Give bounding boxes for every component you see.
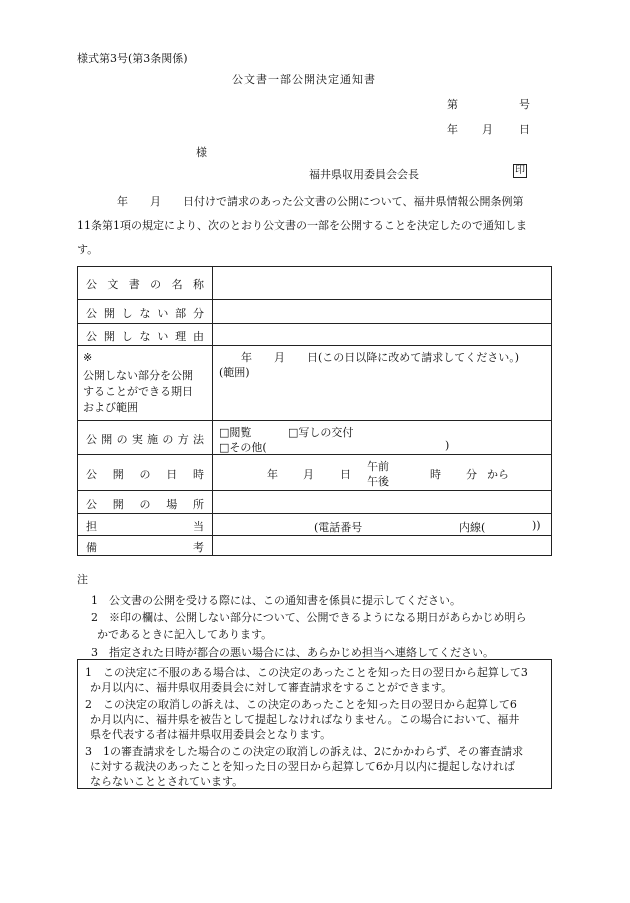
row-place: [78, 490, 551, 514]
row-datetime: [78, 454, 551, 491]
future-label-line-2: することができる期日: [83, 385, 193, 398]
note-3: 3 指定された日時が都合の悪い場合には、あらかじめ担当へ連絡してください。: [91, 646, 494, 659]
asterisk-mark: ※: [83, 351, 93, 364]
row-not-public-part: [78, 299, 551, 324]
row-contact: [78, 513, 551, 536]
body-line-3: す。: [77, 243, 99, 256]
contact-extension: 内線(: [459, 521, 486, 534]
seal-mark: 印: [515, 165, 525, 176]
label-document-name: 公 文 書 の 名 称: [86, 278, 204, 291]
contact-phone: (電話番号: [314, 521, 363, 534]
notes-heading: 注: [77, 573, 88, 586]
number-suffix: 号: [519, 98, 530, 111]
contact-close: )): [532, 519, 541, 532]
row-method: [78, 420, 551, 455]
box-line-8: ならないこととされています。: [90, 775, 244, 788]
document-title: 公文書一部公開決定通知書: [232, 73, 376, 86]
value-document-name: [213, 267, 551, 299]
label-place: 公 開 の 場 所: [86, 498, 204, 511]
datetime-from: から: [487, 468, 509, 481]
row-document-name: [78, 267, 551, 299]
future-label-line-3: および範囲: [83, 401, 138, 414]
value-not-public-reason: [213, 324, 551, 346]
datetime-am: 午前: [367, 460, 389, 473]
appeal-info-box: [77, 659, 552, 789]
method-checkbox-viewing[interactable]: □閲覧: [219, 426, 252, 439]
value-place: [213, 491, 551, 514]
date-year: 年: [447, 123, 458, 136]
date-day: 日: [519, 123, 530, 136]
row-not-public-reason: [78, 323, 551, 346]
box-line-7: に対する裁決のあったことを知った日の翌日から起算して6か月以内に提起しなければ: [90, 760, 515, 773]
label-datetime: 公 開 の 日 時: [86, 468, 204, 481]
future-label-line-1: 公開しない部分を公開: [83, 369, 193, 382]
method-checkbox-copy[interactable]: □写しの交付: [288, 426, 354, 439]
future-range-label: (範囲): [219, 366, 250, 379]
number-prefix: 第: [447, 98, 458, 111]
datetime-pm: 午後: [367, 475, 389, 488]
method-other-close: ): [445, 439, 450, 452]
label-contact: 担 当: [86, 520, 204, 533]
value-not-public-part: [213, 300, 551, 324]
box-line-1: 1 この決定に不服のある場合は、この決定のあったことを知った日の翌日から起算して3: [85, 666, 528, 679]
datetime-year: 年: [267, 468, 278, 481]
note-2-cont: かであるときに記入してあります。: [97, 628, 273, 641]
date-month: 月: [482, 123, 493, 136]
label-not-public-part: 公 開 し な い 部 分: [86, 307, 204, 320]
datetime-month: 月: [303, 468, 314, 481]
datetime-minute: 分: [466, 468, 477, 481]
future-date-line: 年 月 日(この日以降に改めて請求してください。): [241, 351, 520, 364]
addressee-suffix: 様: [196, 146, 207, 159]
box-line-6: 3 1の審査請求をした場合のこの決定の取消しの訴えは、2にかかわらず、その審査請求: [85, 745, 524, 758]
body-line-1: 年 月 日付けで請求のあった公文書の公開について、福井県情報公開条例第: [117, 195, 524, 208]
form-number: 様式第3号(第3条関係): [77, 52, 188, 65]
box-line-2: か月以内に、福井県収用委員会に対して審査請求をすることができます。: [90, 681, 453, 694]
method-checkbox-other[interactable]: □その他(: [219, 441, 267, 454]
note-1: 1 公文書の公開を受ける際には、この通知書を係員に提示してください。: [91, 594, 461, 607]
note-2: 2 ※印の欄は、公開しない部分について、公開できるようになる期日があらかじめ明ら: [91, 611, 527, 624]
box-line-4: か月以内に、福井県を被告として提起しなければなりません。この場合において、福井: [90, 713, 520, 726]
decision-table: [77, 266, 552, 556]
body-line-2: 11条第1項の規定により、次のとおり公文書の一部を公開することを決定したので通知しま: [77, 219, 527, 232]
row-future-disclosure: [78, 345, 551, 421]
datetime-hour: 時: [430, 468, 441, 481]
box-line-3: 2 この決定の取消しの訴えは、この決定のあったことを知った日の翌日から起算して6: [85, 698, 517, 711]
label-method: 公 開 の 実 施 の 方 法: [86, 433, 204, 446]
box-line-5: 県を代表する者は福井県収用委員会となります。: [90, 728, 332, 741]
label-not-public-reason: 公 開 し な い 理 由: [86, 330, 204, 343]
issuer-name: 福井県収用委員会会長: [309, 168, 419, 181]
row-remarks: [78, 535, 551, 556]
label-remarks: 備 考: [86, 541, 204, 554]
datetime-day: 日: [340, 468, 351, 481]
value-remarks: [213, 536, 551, 556]
